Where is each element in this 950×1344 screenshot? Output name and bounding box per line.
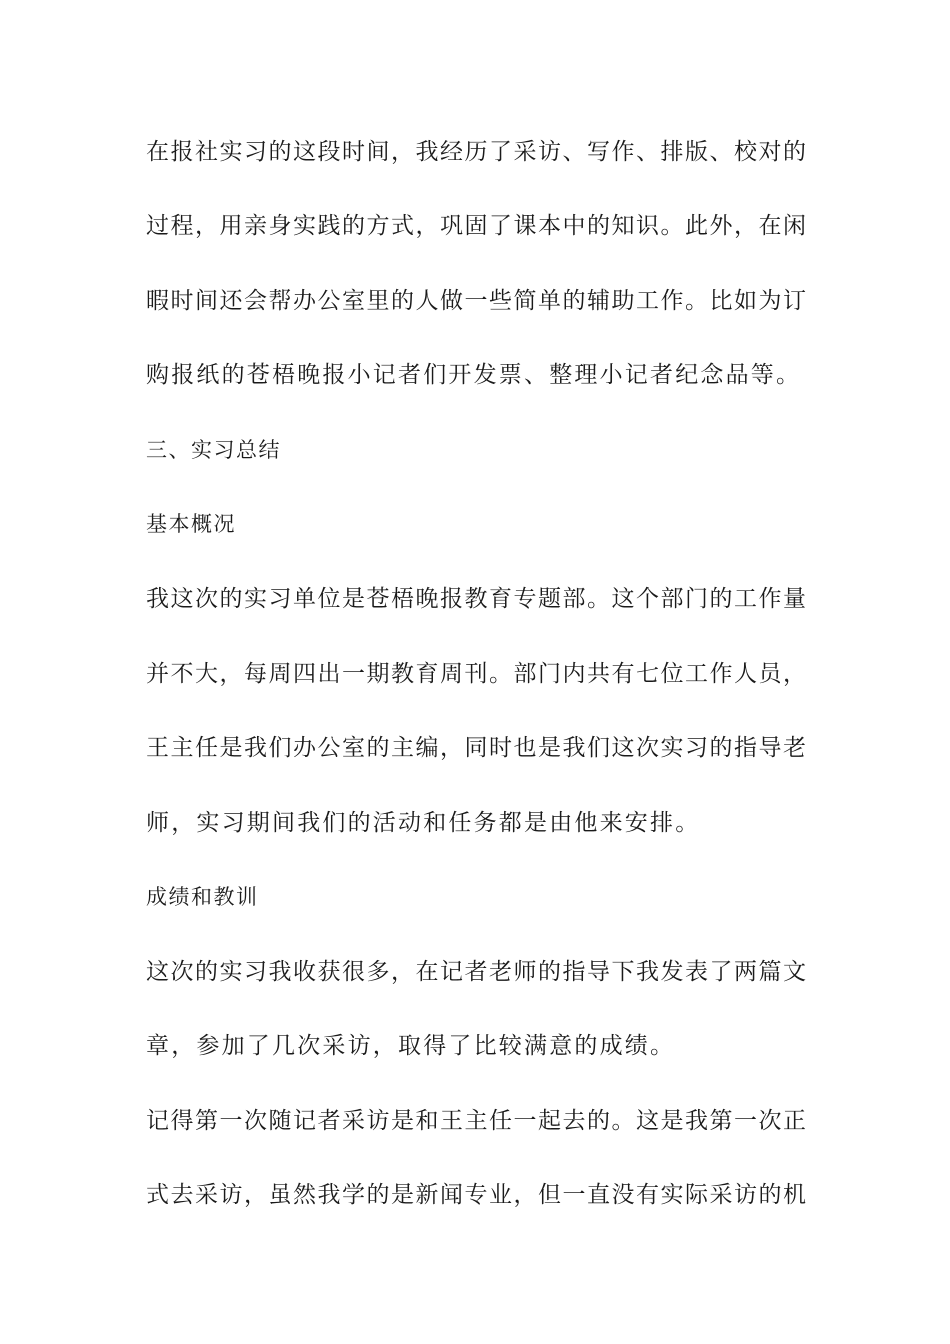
paragraph-line: 在报社实习的这段时间，我经历了采访、写作、排版、校对的 [146, 139, 806, 165]
section-heading: 三、实习总结 [146, 438, 281, 462]
paragraph-line: 式去采访，虽然我学的是新闻专业，但一直没有实际采访的机 [146, 1182, 806, 1208]
paragraph-line: 章，参加了几次采访，取得了比较满意的成绩。 [146, 1033, 676, 1059]
paragraph-line: 过程，用亲身实践的方式，巩固了课本中的知识。此外，在闲 [146, 213, 806, 239]
subsection-heading: 基本概况 [146, 512, 236, 536]
subsection-heading: 成绩和教训 [146, 885, 259, 909]
paragraph-line: 记得第一次随记者采访是和王主任一起去的。这是我第一次正 [146, 1108, 806, 1134]
paragraph-line: 我这次的实习单位是苍梧晚报教育专题部。这个部门的工作量 [146, 586, 806, 612]
paragraph-line: 王主任是我们办公室的主编，同时也是我们这次实习的指导老 [146, 735, 806, 761]
paragraph-line: 购报纸的苍梧晚报小记者们开发票、整理小记者纪念品等。 [146, 362, 802, 388]
paragraph-line: 师，实习期间我们的活动和任务都是由他来安排。 [146, 810, 701, 836]
paragraph-line: 暇时间还会帮办公室里的人做一些简单的辅助工作。比如为订 [146, 288, 806, 314]
paragraph-line: 并不大，每周四出一期教育周刊。部门内共有七位工作人员， [146, 661, 806, 687]
paragraph-line: 这次的实习我收获很多，在记者老师的指导下我发表了两篇文 [146, 959, 806, 985]
